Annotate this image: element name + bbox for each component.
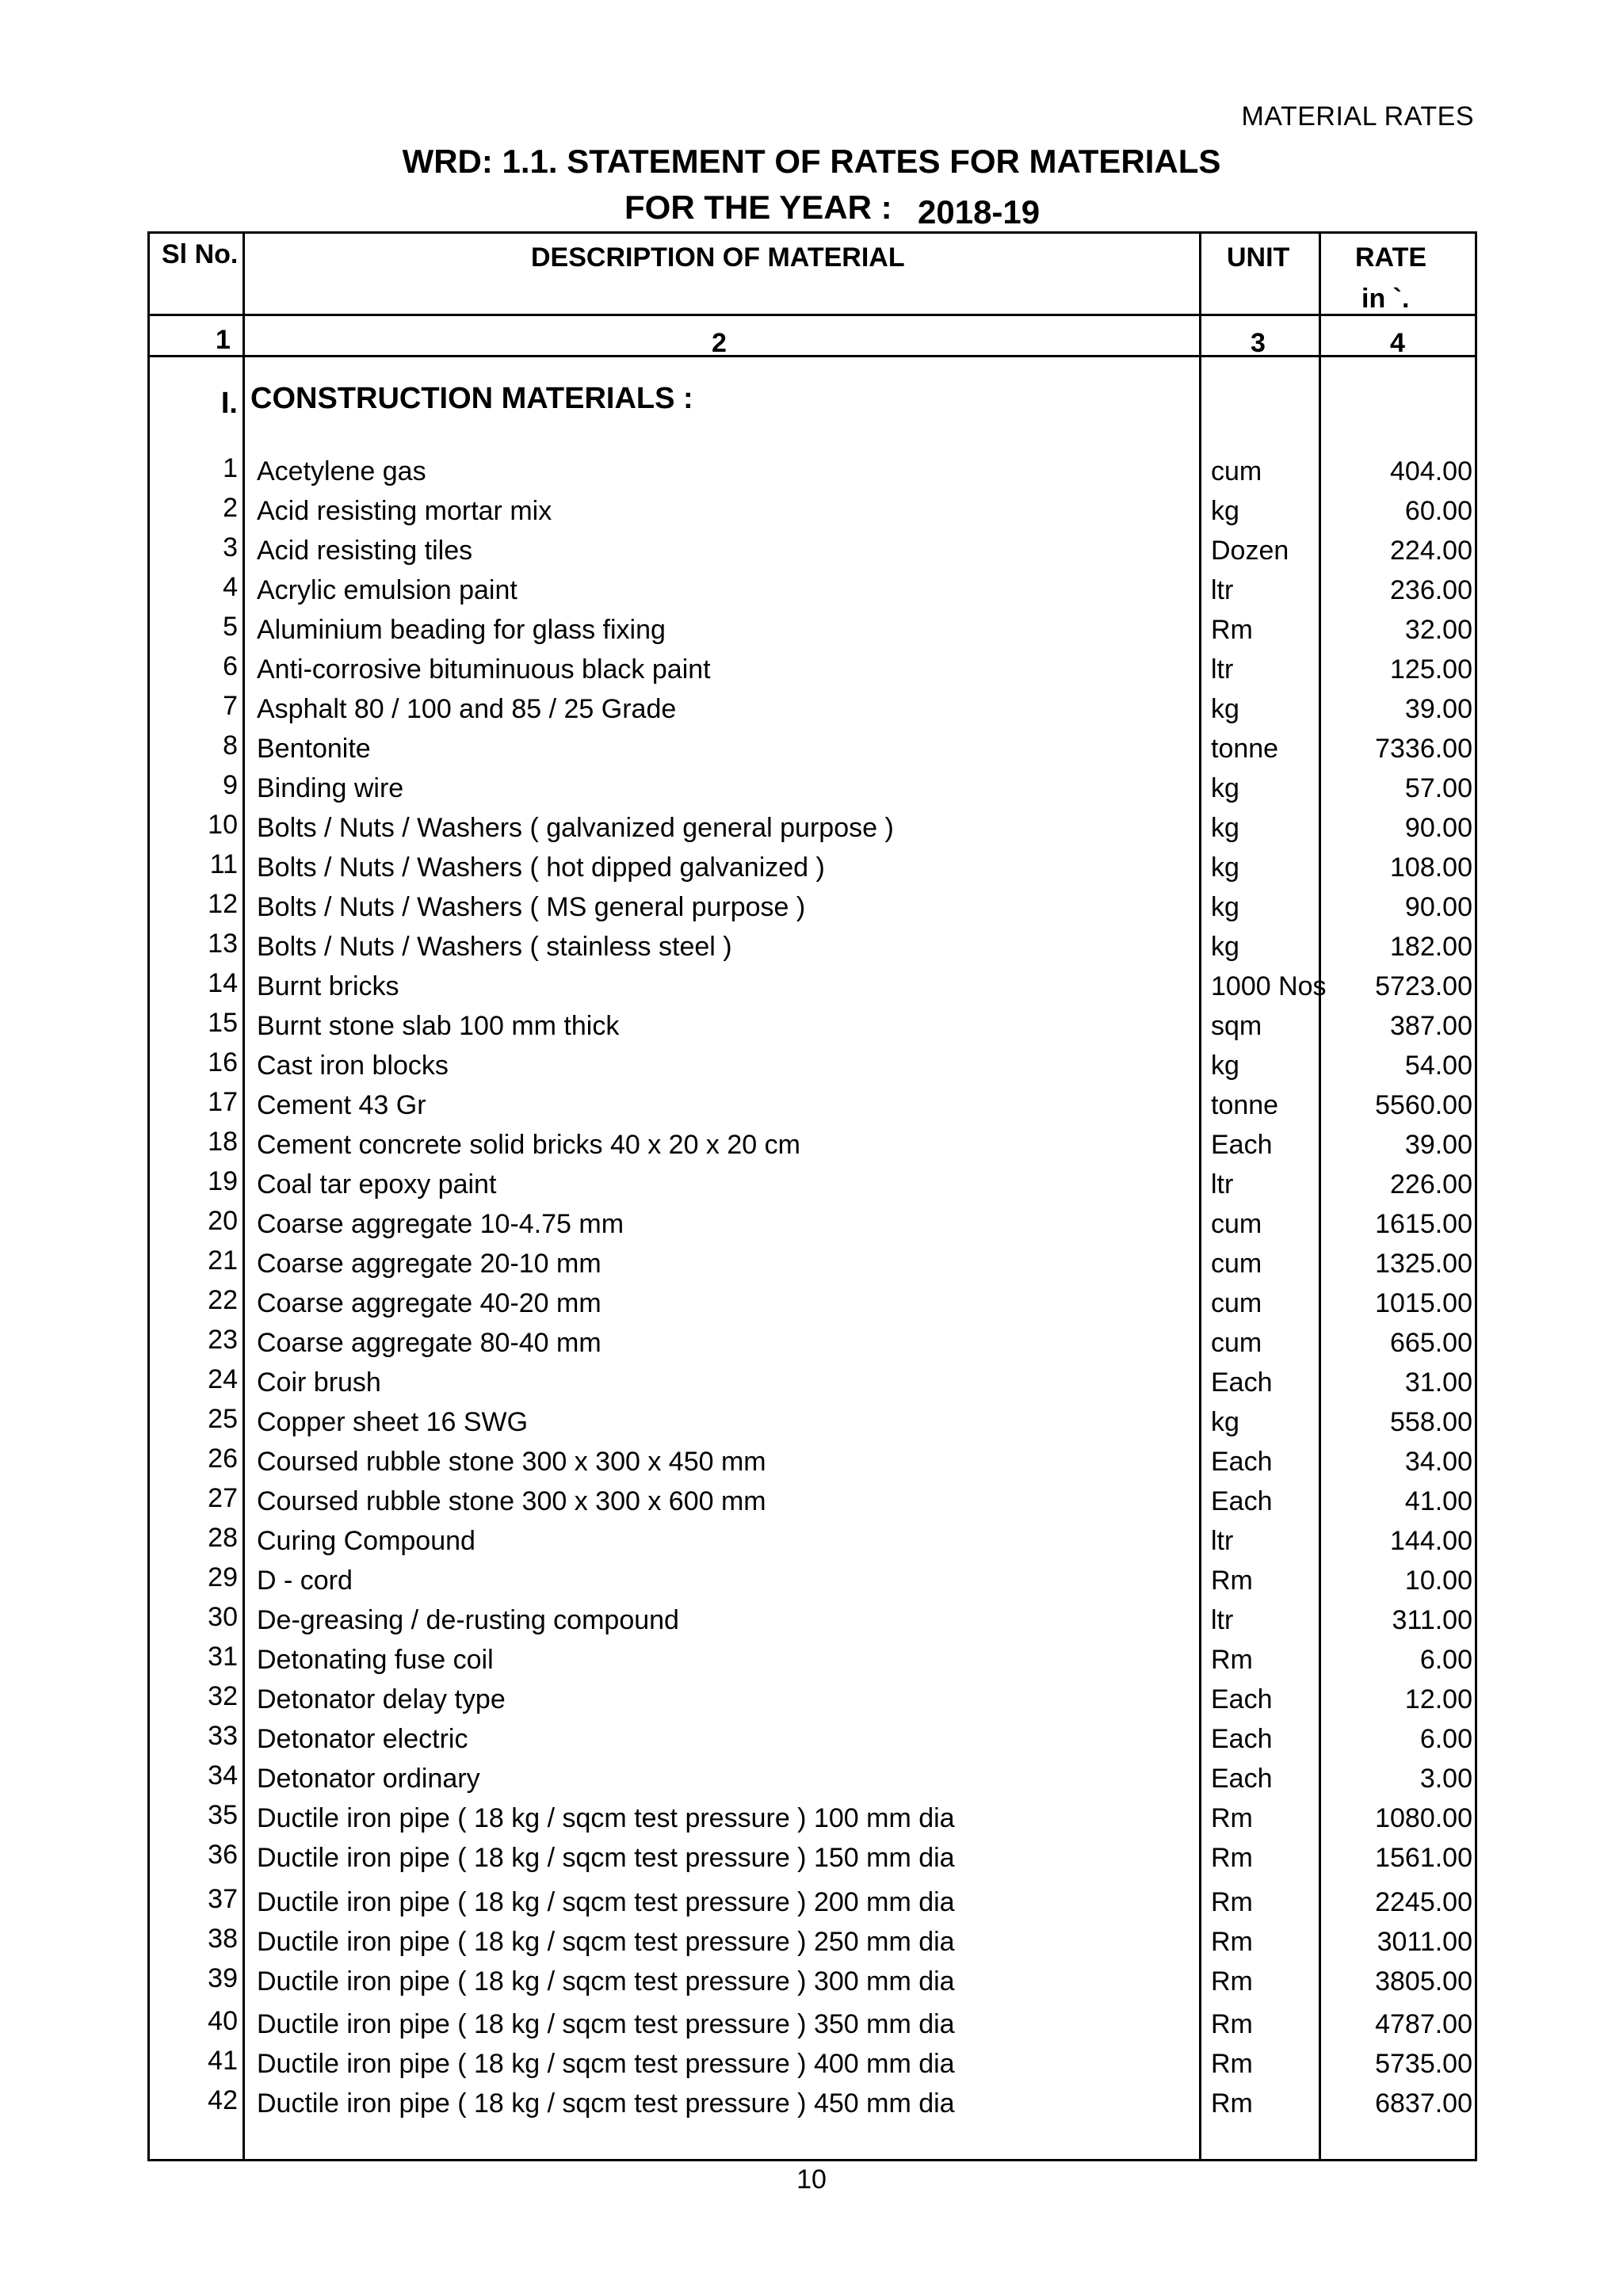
row-description: Aluminium beading for glass fixing [257, 615, 666, 645]
col-header-unit: UNIT [1227, 242, 1290, 273]
row-description: Bolts / Nuts / Washers ( galvanized general purpose ) [257, 813, 894, 843]
row-rate: 387.00 [1390, 1011, 1472, 1041]
row-sl-no: 12 [208, 889, 238, 919]
row-rate: 5723.00 [1375, 971, 1472, 1001]
row-sl-no: 2 [223, 493, 238, 523]
table-row [0, 810, 1623, 849]
row-rate: 41.00 [1404, 1486, 1472, 1516]
table-row [0, 612, 1623, 651]
row-unit: Rm [1211, 2049, 1253, 2079]
row-description: Ductile iron pipe ( 18 kg / sqcm test pressure ) 100 mm dia [257, 1803, 955, 1833]
row-unit: cum [1211, 456, 1262, 486]
row-description: Ductile iron pipe ( 18 kg / sqcm test pressure ) 200 mm dia [257, 1887, 955, 1917]
row-unit: Rm [1211, 1803, 1253, 1833]
row-description: Coir brush [257, 1367, 381, 1398]
table-row [0, 1760, 1623, 1800]
row-sl-no: 33 [208, 1721, 238, 1751]
row-rate: 2245.00 [1375, 1887, 1472, 1917]
row-sl-no: 21 [208, 1245, 238, 1276]
row-rate: 5560.00 [1375, 1090, 1472, 1120]
row-sl-no: 23 [208, 1325, 238, 1355]
table-row [0, 1166, 1623, 1206]
row-unit: ltr [1211, 1526, 1234, 1556]
row-description: Detonator delay type [257, 1684, 506, 1714]
row-description: Coarse aggregate 10-4.75 mm [257, 1209, 624, 1239]
row-rate: 236.00 [1390, 575, 1472, 605]
table-row [0, 1800, 1623, 1840]
row-unit: Each [1211, 1130, 1273, 1160]
row-sl-no: 32 [208, 1681, 238, 1711]
row-unit: Rm [1211, 1966, 1253, 1997]
row-unit: Each [1211, 1684, 1273, 1714]
col-number-3: 3 [1251, 328, 1266, 358]
row-rate: 3011.00 [1377, 1927, 1472, 1957]
row-rate: 1561.00 [1375, 1843, 1472, 1873]
row-unit: kg [1211, 1407, 1239, 1437]
row-rate: 10.00 [1404, 1566, 1472, 1596]
row-rate: 12.00 [1404, 1684, 1472, 1714]
row-sl-no: 3 [223, 532, 238, 563]
row-description: Detonator ordinary [257, 1764, 480, 1794]
row-unit: kg [1211, 892, 1239, 922]
row-sl-no: 10 [208, 810, 238, 840]
table-row [0, 651, 1623, 691]
row-unit: ltr [1211, 1169, 1234, 1199]
table-row [0, 572, 1623, 612]
row-sl-no: 19 [208, 1166, 238, 1196]
row-description: Coal tar epoxy paint [257, 1169, 497, 1199]
row-sl-no: 27 [208, 1483, 238, 1513]
row-sl-no: 20 [208, 1206, 238, 1236]
row-description: Coarse aggregate 20-10 mm [257, 1249, 601, 1279]
row-rate: 6.00 [1419, 1645, 1472, 1675]
row-unit: cum [1211, 1209, 1262, 1239]
row-sl-no: 18 [208, 1127, 238, 1157]
row-rate: 1015.00 [1375, 1288, 1472, 1318]
section-number: I. [220, 387, 238, 420]
row-sl-no: 36 [208, 1840, 238, 1870]
row-description: D - cord [257, 1566, 353, 1596]
row-sl-no: 26 [208, 1444, 238, 1474]
row-rate: 182.00 [1390, 932, 1472, 962]
row-sl-no: 29 [208, 1562, 238, 1592]
table-row [0, 1642, 1623, 1681]
row-description: Ductile iron pipe ( 18 kg / sqcm test pressure ) 250 mm dia [257, 1927, 955, 1957]
row-rate: 125.00 [1390, 654, 1472, 685]
row-rate: 4787.00 [1375, 2009, 1472, 2039]
row-rate: 39.00 [1404, 1130, 1472, 1160]
table-row [0, 1206, 1623, 1245]
table-row [0, 493, 1623, 532]
row-sl-no: 22 [208, 1285, 238, 1315]
row-rate: 57.00 [1404, 773, 1472, 803]
section-title: CONSTRUCTION MATERIALS : [250, 382, 693, 415]
table-row [0, 889, 1623, 929]
row-description: Bolts / Nuts / Washers ( MS general purpose ) [257, 892, 806, 922]
row-rate: 90.00 [1404, 813, 1472, 843]
col-header-description: DESCRIPTION OF MATERIAL [531, 242, 905, 273]
row-unit: kg [1211, 694, 1239, 724]
row-sl-no: 1 [223, 453, 238, 483]
row-description: Bolts / Nuts / Washers ( hot dipped galvanized ) [257, 852, 825, 883]
table-row [0, 1562, 1623, 1602]
row-description: Ductile iron pipe ( 18 kg / sqcm test pressure ) 150 mm dia [257, 1843, 955, 1873]
table-row [0, 1483, 1623, 1523]
table-row [0, 453, 1623, 493]
row-sl-no: 25 [208, 1404, 238, 1434]
table-row [0, 1087, 1623, 1127]
row-rate: 6837.00 [1375, 2088, 1472, 2119]
row-description: Detonator electric [257, 1724, 468, 1754]
row-sl-no: 14 [208, 968, 238, 998]
row-unit: Rm [1211, 1843, 1253, 1873]
row-sl-no: 40 [208, 2006, 238, 2036]
row-unit: ltr [1211, 1605, 1234, 1635]
row-sl-no: 34 [208, 1760, 238, 1791]
row-unit: Rm [1211, 1645, 1253, 1675]
table-row [0, 2006, 1623, 2046]
corner-label: MATERIAL RATES [1241, 101, 1474, 132]
table-row [0, 770, 1623, 810]
row-sl-no: 4 [223, 572, 238, 602]
row-sl-no: 37 [208, 1884, 238, 1914]
row-rate: 90.00 [1404, 892, 1472, 922]
number-row-divider [147, 355, 1477, 357]
row-unit: Each [1211, 1447, 1273, 1477]
row-sl-no: 28 [208, 1523, 238, 1553]
table-row [0, 1681, 1623, 1721]
table-row [0, 849, 1623, 889]
row-description: Copper sheet 16 SWG [257, 1407, 529, 1437]
row-sl-no: 7 [223, 691, 238, 721]
row-sl-no: 11 [209, 849, 238, 879]
header-divider [147, 314, 1477, 316]
table-row [0, 730, 1623, 770]
row-sl-no: 15 [208, 1008, 238, 1038]
table-row [0, 1008, 1623, 1047]
row-rate: 665.00 [1390, 1328, 1472, 1358]
row-description: De-greasing / de-rusting compound [257, 1605, 679, 1635]
row-description: Cement 43 Gr [257, 1090, 426, 1120]
row-rate: 5735.00 [1375, 2049, 1472, 2079]
table-row [0, 532, 1623, 572]
row-description: Acetylene gas [257, 456, 426, 486]
row-unit: Rm [1211, 2009, 1253, 2039]
table-row [0, 1602, 1623, 1642]
row-description: Binding wire [257, 773, 404, 803]
row-sl-no: 17 [208, 1087, 238, 1117]
row-description: Asphalt 80 / 100 and 85 / 25 Grade [257, 694, 677, 724]
row-unit: kg [1211, 773, 1239, 803]
table-row [0, 1127, 1623, 1166]
row-sl-no: 16 [208, 1047, 238, 1077]
table-row [0, 1963, 1623, 2003]
row-rate: 32.00 [1404, 615, 1472, 645]
row-rate: 224.00 [1390, 536, 1472, 566]
table-row [0, 1404, 1623, 1444]
row-unit: Each [1211, 1486, 1273, 1516]
row-rate: 1325.00 [1375, 1249, 1472, 1279]
col-header-rate-unit: in `. [1361, 284, 1410, 314]
row-description: Ductile iron pipe ( 18 kg / sqcm test pressure ) 450 mm dia [257, 2088, 955, 2119]
table-row [0, 929, 1623, 968]
row-unit: kg [1211, 496, 1239, 526]
row-sl-no: 38 [208, 1924, 238, 1954]
row-unit: 1000 Nos [1211, 971, 1327, 1001]
row-unit: Rm [1211, 1927, 1253, 1957]
row-unit: Rm [1211, 1566, 1253, 1596]
table-row [0, 968, 1623, 1008]
table-row [0, 1523, 1623, 1562]
row-sl-no: 6 [223, 651, 238, 681]
row-rate: 311.00 [1392, 1605, 1472, 1635]
table-row [0, 1840, 1623, 1879]
col-number-1: 1 [216, 325, 231, 355]
row-description: Ductile iron pipe ( 18 kg / sqcm test pressure ) 350 mm dia [257, 2009, 955, 2039]
row-description: Acid resisting mortar mix [257, 496, 552, 526]
row-description: Coursed rubble stone 300 x 300 x 450 mm [257, 1447, 766, 1477]
row-sl-no: 5 [223, 612, 238, 642]
row-rate: 404.00 [1390, 456, 1472, 486]
table-row [0, 1721, 1623, 1760]
col-header-rate: RATE [1355, 242, 1427, 273]
table-row [0, 2046, 1623, 2085]
row-unit: ltr [1211, 654, 1234, 685]
row-rate: 39.00 [1404, 694, 1472, 724]
row-unit: kg [1211, 932, 1239, 962]
row-rate: 31.00 [1404, 1367, 1472, 1398]
row-description: Detonating fuse coil [257, 1645, 494, 1675]
row-description: Curing Compound [257, 1526, 475, 1556]
row-description: Coursed rubble stone 300 x 300 x 600 mm [257, 1486, 766, 1516]
row-description: Bentonite [257, 734, 371, 764]
table-row [0, 1364, 1623, 1404]
row-sl-no: 35 [208, 1800, 238, 1830]
row-sl-no: 8 [223, 730, 238, 761]
row-description: Coarse aggregate 80-40 mm [257, 1328, 601, 1358]
row-rate: 3805.00 [1375, 1966, 1472, 1997]
row-rate: 3.00 [1419, 1764, 1472, 1794]
row-unit: Rm [1211, 1887, 1253, 1917]
row-unit: Rm [1211, 2088, 1253, 2119]
row-rate: 34.00 [1404, 1447, 1472, 1477]
row-unit: tonne [1211, 1090, 1279, 1120]
table-row [0, 1444, 1623, 1483]
row-description: Coarse aggregate 40-20 mm [257, 1288, 601, 1318]
row-sl-no: 39 [208, 1963, 238, 1993]
row-rate: 54.00 [1404, 1051, 1472, 1081]
row-unit: Each [1211, 1367, 1273, 1398]
year-label: FOR THE YEAR : [624, 189, 892, 226]
col-number-2: 2 [712, 328, 727, 358]
row-description: Acrylic emulsion paint [257, 575, 517, 605]
row-unit: cum [1211, 1288, 1262, 1318]
row-description: Cement concrete solid bricks 40 x 20 x 20 cm [257, 1130, 800, 1160]
row-description: Burnt stone slab 100 mm thick [257, 1011, 620, 1041]
row-description: Acid resisting tiles [257, 536, 473, 566]
row-unit: Dozen [1211, 536, 1289, 566]
row-unit: Each [1211, 1724, 1273, 1754]
page-number: 10 [796, 2164, 827, 2195]
table-row [0, 2085, 1623, 2125]
row-rate: 6.00 [1419, 1724, 1472, 1754]
row-description: Anti-corrosive bituminuous black paint [257, 654, 711, 685]
row-unit: kg [1211, 1051, 1239, 1081]
row-description: Ductile iron pipe ( 18 kg / sqcm test pressure ) 300 mm dia [257, 1966, 955, 1997]
table-row [0, 1285, 1623, 1325]
row-rate: 60.00 [1404, 496, 1472, 526]
row-unit: Rm [1211, 615, 1253, 645]
row-description: Bolts / Nuts / Washers ( stainless steel ) [257, 932, 732, 962]
table-row [0, 1325, 1623, 1364]
row-sl-no: 42 [208, 2085, 238, 2115]
row-unit: ltr [1211, 575, 1234, 605]
row-sl-no: 30 [208, 1602, 238, 1632]
table-row [0, 1245, 1623, 1285]
table-row [0, 1884, 1623, 1924]
row-rate: 108.00 [1390, 852, 1472, 883]
row-rate: 558.00 [1390, 1407, 1472, 1437]
row-description: Cast iron blocks [257, 1051, 449, 1081]
row-sl-no: 9 [223, 770, 238, 800]
col-number-4: 4 [1390, 328, 1405, 358]
row-sl-no: 24 [208, 1364, 238, 1394]
row-rate: 1615.00 [1375, 1209, 1472, 1239]
table-row [0, 1047, 1623, 1087]
row-rate: 1080.00 [1375, 1803, 1472, 1833]
row-rate: 144.00 [1390, 1526, 1472, 1556]
row-description: Ductile iron pipe ( 18 kg / sqcm test pressure ) 400 mm dia [257, 2049, 955, 2079]
row-sl-no: 31 [208, 1642, 238, 1672]
row-description: Burnt bricks [257, 971, 399, 1001]
row-unit: Each [1211, 1764, 1273, 1794]
table-row [0, 691, 1623, 730]
row-unit: cum [1211, 1328, 1262, 1358]
table-row [0, 1924, 1623, 1963]
row-unit: kg [1211, 813, 1239, 843]
row-unit: sqm [1211, 1011, 1262, 1041]
year-value: 2018-19 [918, 193, 1041, 231]
row-unit: cum [1211, 1249, 1262, 1279]
row-rate: 226.00 [1390, 1169, 1472, 1199]
page-title: WRD: 1.1. STATEMENT OF RATES FOR MATERIALS [402, 143, 1221, 180]
col-header-sl-no: Sl No. [162, 239, 239, 269]
row-unit: kg [1211, 852, 1239, 883]
row-rate: 7336.00 [1375, 734, 1472, 764]
row-unit: tonne [1211, 734, 1279, 764]
row-sl-no: 13 [208, 929, 238, 959]
row-sl-no: 41 [208, 2046, 238, 2076]
